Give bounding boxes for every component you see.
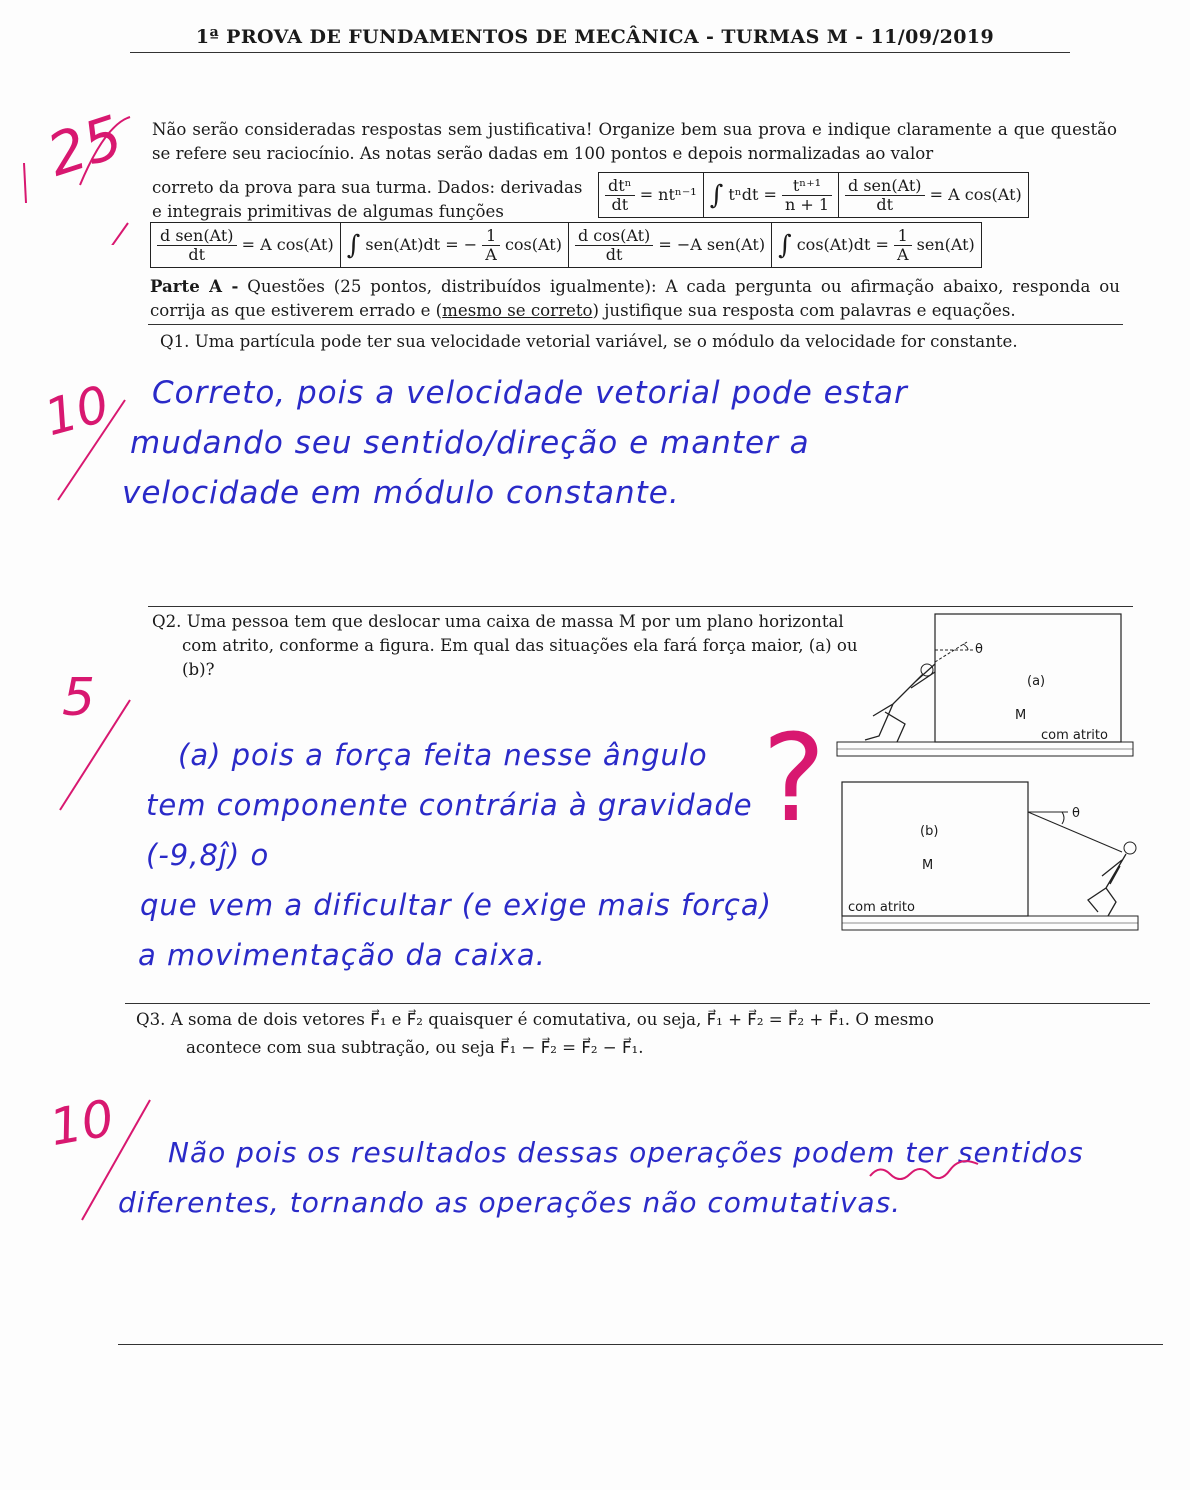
q2-text: Q2. Uma pessoa tem que deslocar uma caixa de massa M por um plano horizontal com atrito, conforme a figura. Em qual das situações ela fará força maior, (a) ou (b)?: [152, 612, 858, 679]
q3-grade: 10: [45, 1088, 119, 1158]
figure-a-mass: M: [1015, 708, 1027, 723]
integral-icon: ∫: [709, 180, 724, 210]
q3-underline-squiggle: [868, 1158, 988, 1188]
formula-table-row2: [150, 222, 982, 268]
figure-b-angle: θ: [1072, 806, 1080, 821]
formula-int-cos: ∫ cos(At)dt = $\frac{1}{A}$ sen(At): [772, 223, 982, 268]
q2-grade-slash: [50, 690, 140, 820]
formula-deriv-sen: $\frac{\text{d sen(At)}}{dt}$ = A cos(At): [839, 173, 1029, 218]
q2-answer: (a) pois a força feita nesse ângulo tem componente contrária à gravidade (-9,8ĵ) o que vem a dificultar (e exige mais força) a movimentação da caixa.: [138, 738, 772, 972]
q3-text-line1: Q3. A soma de dois vetores F⃗₁ e F⃗₂ quaisquer é comutativa, ou seja, F⃗₁ + F⃗₂ = F⃗₂ + F⃗₁. O mesmo: [136, 1010, 934, 1029]
q2-grade: 5: [62, 668, 96, 728]
q1-grade: 10: [38, 374, 116, 448]
intro-text-2: correto da prova para sua turma. Dados: derivadas e integrais primitivas de algumas funções: [152, 178, 583, 221]
exam-title: 1ª PROVA DE FUNDAMENTOS DE MECÂNICA - TURMAS M - 11/09/2019: [195, 26, 995, 48]
parte-a-instructions: Parte A - Questões (25 pontos, distribuídos igualmente): A cada pergunta ou afirmação abaixo, responda ou corrija as que estiverem errado e (mesmo se correto) justifique sua resposta com palavras e equações.: [150, 276, 1120, 320]
q1-answer: Correto, pois a velocidade vetorial pode estar mudando seu sentido/direção e manter a velocidade em módulo constante.: [122, 375, 908, 511]
bottom-divider: [118, 1344, 1163, 1345]
q1-grade-slash: [40, 380, 140, 510]
q2-divider: [148, 606, 1133, 607]
formula-deriv-cos: $\frac{\text{d cos(At)}}{dt}$ = −A sen(At): [568, 223, 771, 268]
q3-answer: Não pois os resultados dessas operações podem ter sentidos diferentes, tornando as operações não comutativas.: [118, 1136, 1084, 1219]
figure-b-label: (b): [920, 824, 939, 839]
q3-divider: [125, 1003, 1150, 1004]
q3-grade-slash: [70, 1090, 160, 1230]
formula-table-row1: [598, 172, 1029, 218]
formula-int-power: ∫ tⁿdt = $\frac{\text{tⁿ⁺¹}}{n + 1}$: [703, 173, 838, 218]
integral-icon: ∫: [778, 230, 792, 260]
intro-line1: Não serão consideradas respostas sem justificativa! Organize bem sua prova e indique claramente a que questão se refere seu raciocínio. As notas serão dadas em 100 pontos e depois normalizadas ao valor: [152, 120, 1117, 163]
q2-question-mark: ?: [762, 710, 826, 849]
figure-a-friction: com atrito: [1041, 728, 1108, 743]
integral-icon: ∫: [346, 230, 361, 260]
formula-deriv-power: $\frac{\text{dtⁿ}}{dt}$ = ntⁿ⁻¹: [599, 173, 704, 218]
parte-a-divider: [148, 324, 1123, 325]
figure-b: [840, 780, 1140, 940]
q3-text-line2: acontece com sua subtração, ou seja F⃗₁ − F⃗₂ = F⃗₂ − F⃗₁.: [186, 1038, 644, 1057]
formula-deriv-sen-2: $\frac{\text{d sen(At)}}{dt}$ = A cos(At): [151, 223, 341, 268]
q1-text: Q1. Uma partícula pode ter sua velocidade vetorial variável, se o módulo da velocidade for constante.: [160, 332, 1018, 351]
title-divider: [130, 52, 1070, 53]
figure-b-friction: com atrito: [848, 900, 915, 915]
formula-int-sen: ∫ sen(At)dt = − $\frac{1}{A}$ cos(At): [340, 223, 568, 268]
figure-a: [835, 612, 1135, 767]
figure-a-angle: θ: [975, 642, 983, 657]
figure-b-mass: M: [922, 858, 934, 873]
intro-text: [152, 118, 1117, 166]
figure-a-label: (a): [1027, 674, 1046, 689]
total-grade: 25: [39, 102, 131, 190]
